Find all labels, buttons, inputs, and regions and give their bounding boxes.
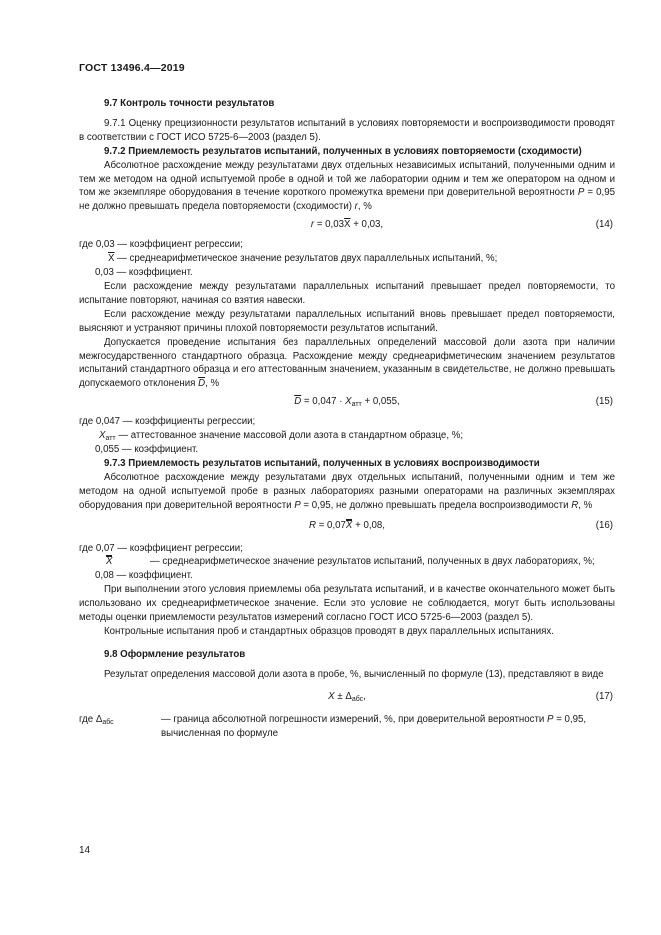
paragraph-9-7-2-c: Если расхождение между результатами параллельных испытаний вновь превышает предел повторяемости, выясняют и устраняют причины плохой повторяемости результатов испытаний. [79,308,615,334]
formula-14-number: (14) [595,219,613,231]
definition-15-2: $X_{атт}$ — аттестованное значение массовой доли азота в стандартном образце, %; [99,430,464,443]
paragraph-9-7-3-b: При выполнении этого условия приемлемы оба результата испытаний, и в качестве окончательного может быть использовано их среднеарифметическое значение. Если это условие не соблюдается, могут быть использованы методы оценки приемлемости результатов измерений согласно ГОСТ ИСО 5725-6—2003 (раздел 5). [79,584,615,624]
formula-17: $X \pm \Delta_{абс}$, (17) [328,690,613,703]
definition-17-1: где $\Delta_{абс}$ — граница абсолютной погрешности измерений, %, при доверительной вероятности P = 0,95, вычисленная по формуле [79,713,587,739]
definition-16-3: 0,08 — коэффициент. [95,570,193,582]
document-body [79,91,615,741]
formula-17-number: (17) [595,690,613,702]
formula-15-number: (15) [595,396,613,408]
page-number: 14 [79,845,91,856]
definition-14-3: 0,03 — коэффициент. [95,267,193,279]
paragraph-9-7-2-a: Абсолютное расхождение между результатами двух отдельных независимых испытаний, полученными одним и тем же методом на одной испытуемой пробе в одной и той же лаборатории одним и тем же оператором на одном и том же экземпляре оборудования в течение короткого промежутка времени при доверительной вероятности P = 0,95 не должно превышать предела повторяемости (сходимости) r, % [79,159,615,213]
definition-15-3: 0,055 — коэффициент. [95,444,199,456]
formula-16-number: (16) [595,519,613,531]
section-9-8-title: 9.8 Оформление результатов [104,648,246,660]
section-9-7-3-title: 9.7.3 Приемлемость результатов испытаний, полученных в условиях воспроизводимости [104,457,540,469]
definition-16-1: где 0,07 — коэффициент регрессии; [79,542,243,554]
section-9-7-title: 9.7 Контроль точности результатов [104,98,275,109]
document-header: ГОСТ 13496.4—2019 [79,62,185,74]
definition-14-1: где 0,03 — коэффициент регрессии; [79,239,243,251]
formula-16: R = 0,07X + 0,08, (16) [309,519,613,531]
paragraph-9-7-2-d: Допускается проведение испытания без параллельных определений массовой доли азота при наличии межгосударственного стандартного образца. Расхождение между среднеарифметическим значением результатов испытаний стандартного образца и его аттестованным значением, указанным в свидетельстве, не должно превышать допускаемого отклонения $\overline{D}$, % [79,336,615,390]
formula-14: $r = 0,03\overline{X} + 0,03$, (14) [310,219,613,231]
section-9-7-2-title: 9.7.2 Приемлемость результатов испытаний, полученных в условиях повторяемости (сходимости) [104,145,582,157]
definition-14-2: $\overline{X}$ — среднеарифметическое значение результатов двух параллельных испытаний, %; [108,253,498,265]
definition-16-2: X — среднеарифметическое значение результатов испытаний, полученных в двух лабораториях, %; [106,556,595,568]
paragraph-9-7-2-b: Если расхождение между результатами параллельных испытаний превышает предел повторяемости, то испытание повторяют, начиная со взятия навески. [79,280,615,306]
paragraph-9-7-3-a: Абсолютное расхождение между результатами двух отдельных испытаний, полученными одним и тем же методом на одной испытуемой пробе в разных лабораториях разными операторами на различных экземплярах оборудования при доверительной вероятности P = 0,95, не должно превышать предела воспроизводимости R, % [79,471,615,511]
paragraph-9-7-1: 9.7.1 Оценку прецизионности результатов испытаний в условиях повторяемости и воспроизводимости проводят в соответствии с ГОСТ ИСО 5725-6—2003 (раздел 5). [79,117,615,143]
formula-15: $\overline{D} = 0,047 \cdot X_{атт} + 0,055$, (15) [294,396,613,409]
paragraph-9-7-3-c: Контрольные испытания проб и стандартных образцов проводят в двух параллельных испытаниях. [104,626,554,637]
paragraph-9-8-1: Результат определения массовой доли азота в пробе, %, вычисленный по формуле (13), представляют в виде [104,668,604,680]
definition-15-1: где 0,047 — коэффициенты регрессии; [79,416,256,428]
